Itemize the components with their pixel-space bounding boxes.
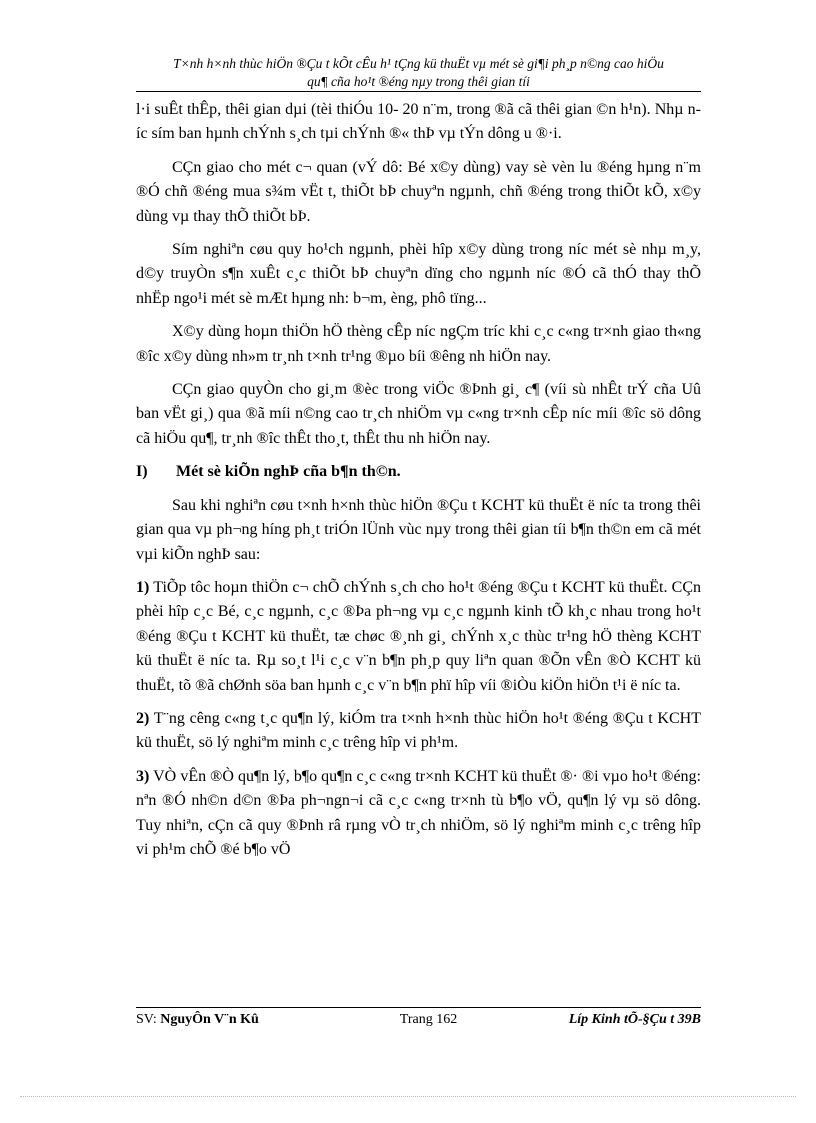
page-body [136,98,701,871]
page-edge-divider [20,1096,796,1097]
list-item-text: TiÕp tôc hoµn thiÖn c¬ chÕ chÝnh s¸ch cho ho¹t ®éng ®Çu t KCHT kü thuËt. CÇn phèi hîp c¸c Bé, c¸c ngµnh, c¸c ®Þa ph¬ng vµ c¸c ngµnh kinh tÕ kh¸c nhau trong ho¹t ®éng ®Çu t KCHT kü thuËt, tæ chøc ®¸nh gi¸ chÝnh x¸c thùc tr¹ng hÖ thèng KCHT kü thuËt ë níc ta. Rµ so¸t l¹i c¸c v¨n b¶n ph¸p quy liªn quan ®Õn vÊn ®Ò KCHT kü thuËt, tõ ®ã chØnh söa ban hµnh c¸c v¨n b¶n phï hîp víi ®iÒu kiÖn hiÖn t¹i ë níc ta. [136,578,701,694]
list-item-number: 1) [136,578,150,596]
list-item [136,576,701,698]
list-item-text: VÒ vÊn ®Ò qu¶n lý, b¶o qu¶n c¸c c«ng tr×nh KCHT kü thuËt ®· ®i vµo ho¹t ®éng: nªn ®Ó nh©n d©n ®Þa ph¬ngn¬i cã c¸c c«ng tr×nh tù b¶o vÖ, qu¶n lý vµ sö dông. Tuy nhiªn, cÇn cã quy ®Þnh râ rµng vÒ tr¸ch nhiÖm, sö lý nghiªm minh c¸c trêng hîp vi ph¹m chÕ ®é b¶o vÖ [136,767,701,858]
footer-student-name: NguyÔn V¨n Kû [160,1012,259,1027]
list-item [136,707,701,756]
footer-page-number: Trang 162 [399,1012,458,1027]
footer-student [136,1012,356,1028]
header-line-1: T×nh h×nh thùc hiÖn ®Çu t kÕt cÊu h¹ tÇng kü thuËt vµ mét sè gi¶i ph¸p n©ng cao hiÖu [173,56,664,71]
list-item [136,765,701,863]
section-heading [136,460,701,484]
paragraph: CÇn giao cho mét c¬ quan (vÝ dô: Bé x©y dùng) vay sè vèn lu ®éng hµng n¨m ®Ó chñ ®éng mua s¾m vËt t, thiÕt bÞ chuyªn ngµnh, chñ ®éng trong thiÕt kÕ, x©y dùng vµ thay thÕ thiÕt bÞ. [136,158,701,225]
section-title: Mét sè kiÕn nghÞ cña b¶n th©n. [176,463,401,481]
list-item-text: T¨ng cêng c«ng t¸c qu¶n lý, kiÓm tra t×nh h×nh thùc hiÖn ho¹t ®éng ®Çu t KCHT kü thuËt, sö lý nghiªm minh c¸c trêng hîp vi ph¹m. [136,709,701,752]
header-line-2: qu¶ cña ho¹t ®éng nµy trong thêi gian tíi [307,74,530,89]
list-item-number: 3) [136,767,150,785]
paragraph: X©y dùng hoµn thiÖn hÖ thèng cÊp níc ngÇm tríc khi c¸c c«ng tr×nh giao th«ng ®îc x©y dùng nh»m tr¸nh t×nh tr¹ng ®µo bíi ®êng nh hiÖn nay. [136,323,701,365]
running-header [136,55,701,91]
footer-student-label: SV: [136,1012,157,1027]
paragraph: l·i suÊt thÊp, thêi gian dµi (tèi thiÓu 10- 20 n¨m, trong ®ã cã thêi gian ©n h¹n). Nhµ níc sím ban hµnh chÝnh s¸ch tµi chÝnh ®« thÞ vµ tÝn dông u ®·i. [136,101,701,143]
footer-class-name: Líp Kinh tÕ-§Çu t 39B [568,1012,701,1027]
paragraph: Sím nghiªn cøu quy ho¹ch ngµnh, phèi hîp x©y dùng trong níc mét sè nhµ m¸y, d©y truyÒn s¶n xuÊt c¸c thiÕt bÞ chuyªn dïng cho ngµnh níc ®Ó cã thÓ thay thÕ nhËp ngo¹i mét sè mÆt hµng nh: b¬m, èng, phô tïng... [136,241,701,307]
section-number: I) [136,463,148,481]
intro-paragraph: Sau khi nghiªn cøu t×nh h×nh thùc hiÖn ®Çu t KCHT kü thuËt ë níc ta trong thêi gian qua vµ ph¬ng híng ph¸t triÓn lÜnh vùc nµy trong thêi gian tíi b¶n th©n em cã mét vµi kiÕn nghÞ sau: [136,496,701,563]
paragraph: CÇn giao quyÒn cho gi¸m ®èc trong viÖc ®Þnh gi¸ c¶ (víi sù nhÊt trÝ cña Uû ban vËt gi¸) qua ®ã míi n©ng cao tr¸ch nhiÖm vµ c«ng tr×nh cÊp níc míi ®îc sö dông cã hiÖu qu¶, tr¸nh ®îc thÊt tho¸t, thÊt thu nh hiÖn nay. [136,381,701,447]
list-item-number: 2) [136,709,150,727]
footer-rule [136,1007,701,1008]
running-footer [136,1012,701,1028]
header-rule [136,91,701,92]
